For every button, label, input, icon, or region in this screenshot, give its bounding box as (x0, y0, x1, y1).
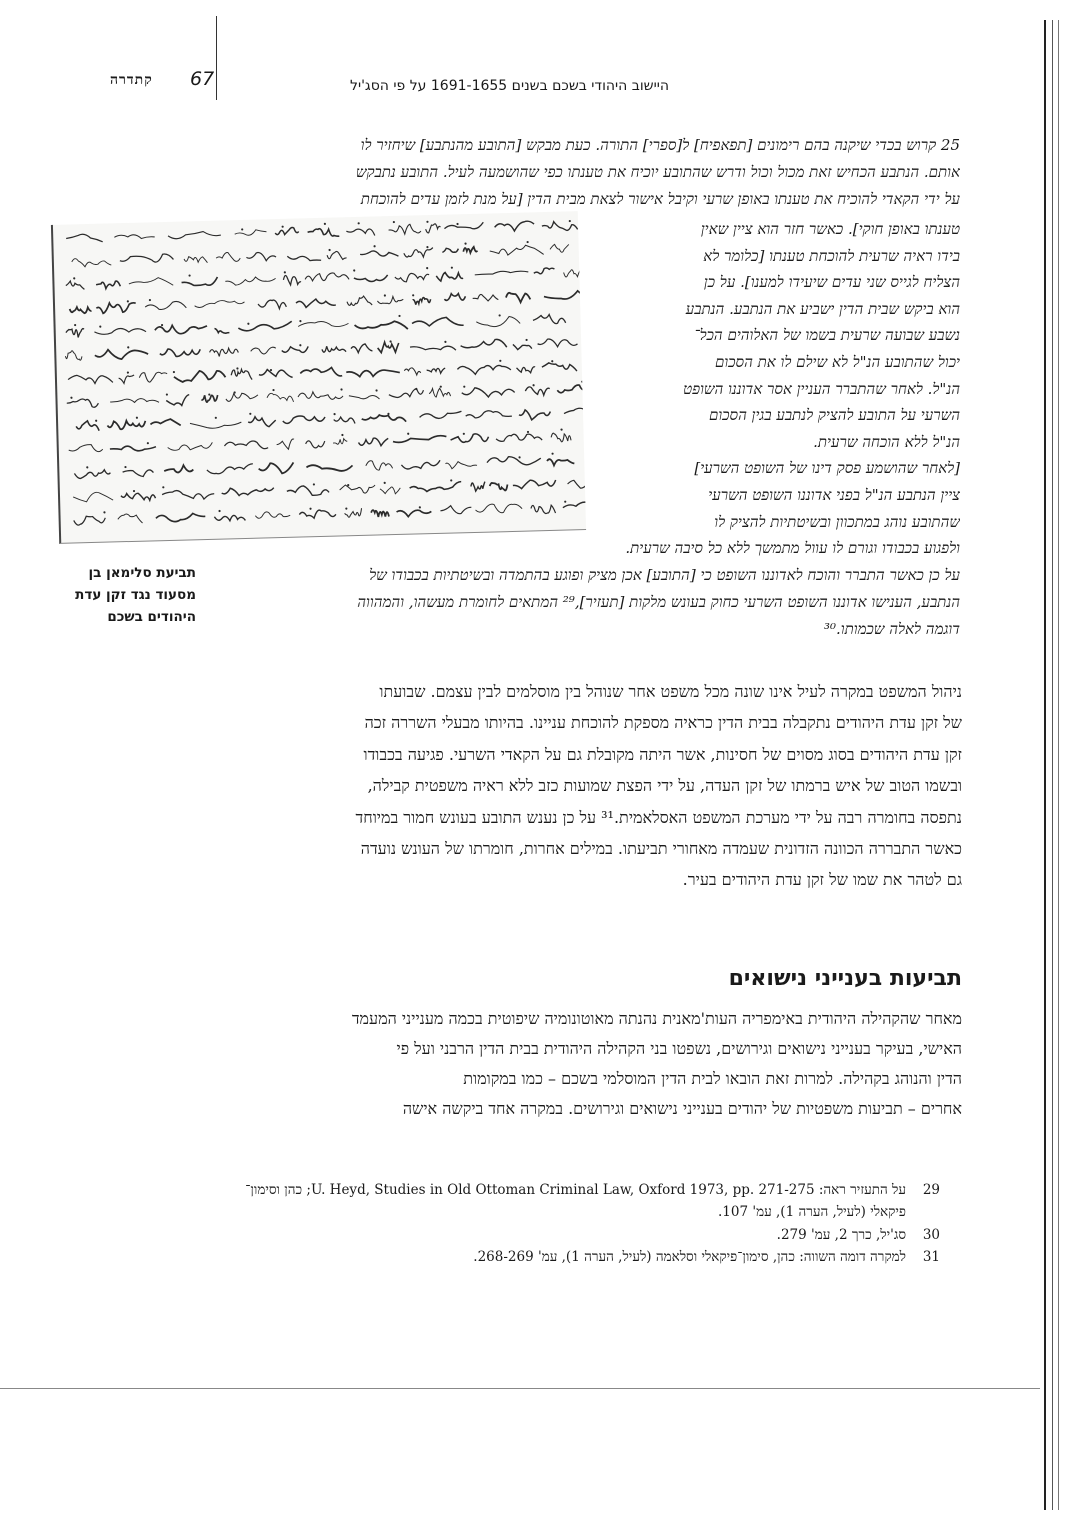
manuscript-stroke (300, 367, 342, 377)
text-line: שהתובע נוהג במתכוון ובשיטתיות להציק לו (714, 512, 960, 531)
manuscript-stroke (322, 346, 346, 353)
manuscript-stroke (346, 370, 400, 377)
manuscript-dot (393, 221, 395, 223)
manuscript-dot (525, 339, 527, 341)
text-line: ניהול המשפט במקרה לעיל אינו שונה מכל משפט אחר שנוהל בין מוסלמים לבין עצמם. שבועתו (379, 682, 962, 701)
running-title: היישוב היהודי בשכם בשנים 1691-1655 על פי הסג'יל (350, 78, 669, 94)
caption-line: תביעת סלימאן בן (88, 565, 196, 581)
manuscript-stroke (567, 480, 586, 489)
manuscript-dot (249, 413, 251, 415)
manuscript-stroke (110, 445, 156, 451)
manuscript-stroke (123, 470, 154, 477)
manuscript-dot (532, 384, 534, 386)
manuscript-stroke (226, 393, 258, 402)
manuscript-dot (463, 433, 465, 435)
manuscript-dot (526, 241, 528, 243)
manuscript-dot (218, 510, 220, 512)
manuscript-dot (95, 420, 97, 422)
manuscript-stroke (354, 275, 388, 282)
manuscript-stroke (94, 328, 146, 335)
manuscript-dot (333, 413, 335, 415)
manuscript-dot (173, 371, 175, 373)
manuscript-stroke (436, 272, 463, 281)
manuscript-stroke (168, 442, 213, 450)
manuscript-stroke (306, 464, 352, 472)
manuscript-stroke (473, 294, 499, 301)
manuscript-dot (133, 490, 135, 492)
manuscript-stroke (73, 492, 113, 502)
manuscript-stroke (429, 388, 451, 397)
header-roman: קתדרה (110, 72, 153, 88)
text-line: על ידי הקאדי להוכיח את טענתו באופן שרעי וקיבל אישור לצאת מבית הדין [על מנת לזמן עדים להוכחת (360, 190, 960, 208)
text-line: [לאחר שהושמע פסק דינו של השופט השרעי] (694, 459, 960, 478)
manuscript-stroke (544, 290, 586, 299)
manuscript-dot (103, 511, 105, 513)
manuscript-stroke (119, 375, 135, 384)
manuscript-dot (149, 299, 151, 301)
manuscript-dot (299, 344, 301, 346)
manuscript-stroke (287, 485, 329, 496)
text-line: כאשר התבררה הכוונה הזדונית שעמדה מאחורי תביעתו. במילים אחרות, חומרתו של העונש נועדה (360, 839, 962, 859)
text-line: האישי, בעיקר בענייני נישואים וגירושים, נשפטו בני הקהילה היהודית בבית הדין הרבני ועל פי (396, 1039, 962, 1058)
manuscript-dot (73, 277, 75, 279)
manuscript-stroke (231, 369, 252, 380)
caption-line: מסעוד נגד זקן עדת (75, 587, 196, 603)
text-line: נתפסה בחומרה רבה על ידי מערכת המשפט האסלאמית.³¹ על כן נענש התובע בעונש חמור במיוחד (355, 807, 962, 827)
manuscript-stroke (525, 386, 550, 395)
manuscript-stroke (299, 510, 336, 519)
footnotes (200, 1180, 940, 1268)
manuscript-stroke (166, 395, 189, 406)
manuscript-stroke (287, 255, 321, 261)
manuscript-stroke (389, 388, 424, 397)
manuscript-stroke (238, 321, 292, 331)
manuscript-stroke (490, 483, 508, 491)
manuscript-stroke (440, 505, 471, 514)
manuscript-dot (373, 245, 375, 247)
text-line: נשבע שבועה שרעית בשמו של האלוהים הכל־ (693, 326, 960, 345)
manuscript-stroke (66, 329, 84, 338)
manuscript-stroke (413, 297, 431, 304)
manuscript-stroke (557, 384, 586, 393)
manuscript-stroke (74, 470, 110, 479)
manuscript-stroke (344, 508, 361, 517)
manuscript-stroke (444, 222, 483, 229)
manuscript-stroke (222, 487, 274, 496)
manuscript-stroke (404, 368, 420, 376)
manuscript-dot (551, 360, 553, 362)
body-paragraph (206, 676, 962, 896)
manuscript-dot (127, 346, 129, 348)
manuscript-dot (188, 274, 190, 276)
manuscript-stroke (259, 462, 294, 474)
manuscript-dot (313, 483, 315, 485)
manuscript-dot (74, 324, 76, 326)
manuscript-stroke (542, 362, 577, 372)
manuscript-stroke (450, 434, 488, 443)
manuscript-dot (444, 341, 446, 343)
manuscript-stroke (214, 515, 245, 521)
manuscript-stroke (72, 258, 112, 267)
manuscript-stroke (308, 228, 340, 237)
manuscript-stroke (96, 281, 120, 289)
manuscript-stroke (462, 387, 515, 398)
manuscript-stroke (70, 307, 92, 314)
manuscript-stroke (298, 391, 343, 400)
manuscript-stroke (371, 510, 389, 517)
manuscript-dot (241, 228, 243, 230)
header-rule (216, 16, 217, 100)
translation-block-top (214, 132, 960, 213)
manuscript-stroke (76, 421, 99, 432)
manuscript-stroke (564, 269, 581, 277)
manuscript-stroke (107, 420, 145, 429)
manuscript-stroke (333, 439, 347, 445)
manuscript-stroke (516, 367, 535, 373)
manuscript-scribbles (53, 211, 586, 543)
manuscript-dot (450, 479, 452, 481)
manuscript-stroke (118, 514, 143, 524)
manuscript-dot (353, 269, 355, 271)
manuscript-dot (127, 300, 129, 302)
manuscript-dot (147, 442, 149, 444)
manuscript-stroke (306, 440, 325, 448)
manuscript-stroke (487, 456, 541, 466)
footnote-30 (200, 1225, 940, 1247)
manuscript-dot (215, 417, 217, 419)
manuscript-dot (569, 220, 571, 222)
manuscript-dot (426, 221, 428, 223)
manuscript-stroke (248, 416, 276, 427)
manuscript-stroke (246, 252, 276, 261)
manuscript-stroke (214, 328, 229, 333)
manuscript-dot (70, 397, 72, 399)
manuscript-stroke (397, 510, 432, 517)
manuscript-dot (426, 267, 428, 269)
manuscript-dot (451, 267, 453, 269)
text-line: הצליח לגייס שני עדים שיעידו למענו]. על כן (703, 273, 960, 292)
manuscript-stroke (457, 365, 511, 375)
manuscript-stroke (496, 434, 542, 442)
manuscript-stroke (404, 248, 433, 258)
manuscript-stroke (201, 395, 217, 402)
manuscript-stroke (162, 490, 214, 501)
manuscript-stroke (305, 273, 349, 281)
manuscript-stroke (563, 502, 586, 508)
manuscript-stroke (351, 344, 373, 353)
manuscript-dot (236, 367, 238, 369)
manuscript-stroke (542, 221, 578, 231)
manuscript-stroke (334, 417, 355, 424)
section-paragraph (206, 1004, 962, 1124)
manuscript-dot (86, 466, 88, 468)
manuscript-stroke (519, 409, 551, 420)
manuscript-dot (527, 431, 529, 433)
manuscript-stroke (388, 224, 421, 234)
manuscript-dot (127, 371, 129, 373)
manuscript-dot (284, 271, 286, 273)
manuscript-stroke (475, 503, 522, 513)
manuscript-dot (398, 315, 400, 317)
footnote-line: סג'יל, כרך 2, עמ' 279. (776, 1227, 906, 1243)
manuscript-stroke (393, 436, 447, 443)
manuscript-stroke (275, 227, 299, 234)
manuscript-stroke (150, 419, 180, 426)
text-line: בידו ראיה שרעית להוכחת טענתו [כלומר לא (703, 246, 960, 265)
manuscript-dot (412, 294, 414, 296)
manuscript-stroke (354, 321, 407, 330)
manuscript-stroke (419, 411, 461, 419)
manuscript-stroke (444, 293, 465, 300)
footnote-number: 31 (922, 1248, 940, 1265)
manuscript-stroke (463, 247, 477, 253)
manuscript-stroke (181, 277, 217, 286)
translation-block-side (612, 216, 960, 535)
manuscript-dot (464, 242, 466, 244)
text-line: זקן עדת היהודים בסוג מסוים של חסינות, אשר היתה מקובלת גם על הקאדי השרעי. פגיעה בכבודו (363, 744, 962, 764)
manuscript-stroke (362, 414, 406, 422)
manuscript-dot (499, 314, 501, 316)
manuscript-stroke (156, 513, 206, 522)
manuscript-dot (375, 389, 377, 391)
manuscript-stroke (114, 234, 154, 239)
manuscript-stroke (347, 296, 372, 306)
footnote-number: 30 (922, 1227, 940, 1243)
manuscript-stroke (68, 374, 113, 384)
manuscript-stroke (67, 399, 99, 408)
text-line: יכול שהתובע הנ"ל לא שילם לו את הסכום (715, 352, 960, 371)
manuscript-dot (341, 434, 343, 436)
manuscript-stroke (410, 346, 456, 352)
footnote-line: למקרה דומה השווה: כהן, סימון־פיקאלי וסלאמה (לעיל, הערה 1), עמ' 268-269. (473, 1248, 906, 1265)
manuscript-stroke (255, 511, 290, 518)
text-line: של זקן עדת היהודים נתקבלה בבית הדין כראיה מספקת להוכחת עניינו. בהיותו מבעלי השררה זכה (364, 713, 962, 733)
manuscript-stroke (65, 350, 82, 360)
image-caption (24, 562, 196, 628)
manuscript-stroke (251, 347, 276, 354)
manuscript-stroke (110, 398, 159, 403)
footnote-31 (200, 1247, 940, 1269)
manuscript-stroke (513, 344, 532, 350)
manuscript-stroke (506, 292, 531, 302)
scan-edge-line (1044, 20, 1046, 1510)
manuscript-dot (551, 453, 553, 455)
translation-block-low (214, 535, 960, 643)
manuscript-stroke (547, 459, 574, 466)
manuscript-stroke (471, 482, 485, 492)
manuscript-stroke (121, 493, 156, 501)
manuscript-stroke (401, 460, 440, 469)
manuscript-dot (166, 393, 168, 395)
manuscript-dot (161, 324, 163, 326)
manuscript-dot (208, 393, 210, 395)
manuscript-stroke (395, 273, 429, 282)
manuscript-dot (328, 249, 330, 251)
manuscript-dot (560, 429, 562, 431)
manuscript-stroke (445, 461, 477, 469)
manuscript-stroke (296, 299, 336, 308)
page-bottom-rule (0, 1388, 1040, 1389)
manuscript-stroke (120, 254, 174, 263)
manuscript-dot (272, 389, 274, 391)
manuscript-stroke (466, 410, 512, 418)
manuscript-stroke (537, 338, 577, 347)
manuscript-dot (247, 323, 249, 325)
text-line: הדין והנוהג בקהילה. למרות זאת הובאו לבית הדין המוסלמי בשכם – כמו במקומות (463, 1069, 962, 1088)
manuscript-stroke (69, 444, 103, 452)
text-line: 25 קרוש בכדי שיקנה בהם רימונים [תפאפיח] ל[ספרי] התורה. כעת מבקש [התובע מהנתבע] שיחזיר לו (360, 136, 960, 154)
footnote-number: 29 (922, 1182, 940, 1198)
text-line: השרעי על התובע להציק לנתבע בגין הסכום (709, 406, 960, 425)
manuscript-dot (499, 360, 501, 362)
footnote-29 (200, 1180, 940, 1223)
running-header (110, 68, 980, 102)
manuscript-stroke (346, 229, 374, 236)
manuscript-dot (564, 501, 566, 503)
manuscript-stroke (380, 487, 401, 494)
manuscript-stroke (258, 300, 286, 310)
manuscript-stroke (235, 230, 267, 236)
text-line: הנתבע, הענישו אדוננו השופט השרעי כחוק בעונש מלקות [תעזיר],²⁹ המתאים לחומרת מעשהו, והמהווה (357, 593, 960, 611)
manuscript-stroke (66, 234, 103, 243)
manuscript-stroke (360, 250, 398, 257)
text-line: דוגמה לאלה שכמותו.³⁰ (823, 620, 960, 638)
manuscript-stroke (476, 316, 520, 327)
manuscript-stroke (194, 300, 244, 308)
manuscript-stroke (66, 281, 85, 290)
manuscript-stroke (216, 252, 240, 262)
manuscript-dot (518, 456, 520, 458)
manuscript-dot (407, 433, 409, 435)
manuscript-stroke (513, 480, 556, 489)
manuscript-dot (440, 386, 442, 388)
manuscript-stroke (184, 256, 207, 263)
text-line: הנ"ל ללא הוכחה שרעית. (813, 432, 960, 451)
text-line: אותם. הנתבע הכחיש זאת מכול וכול ודרש שהתובע יוכיח את טענתו כפי שהושמעה לעיל. התובע נתבקש (355, 163, 960, 181)
manuscript-dot (270, 369, 272, 371)
manuscript-dot (581, 381, 583, 383)
scan-edge-line-2 (1052, 20, 1053, 1510)
manuscript-stroke (129, 277, 173, 286)
manuscript-dot (136, 417, 138, 419)
manuscript-stroke (96, 302, 136, 313)
manuscript-stroke (139, 372, 167, 382)
manuscript-stroke (534, 268, 555, 274)
manuscript-stroke (426, 224, 441, 233)
page-number: 67 (190, 68, 215, 90)
manuscript-stroke (490, 245, 544, 256)
manuscript-stroke (494, 221, 534, 232)
manuscript-stroke (475, 271, 529, 275)
manuscript-stroke (225, 276, 275, 285)
manuscript-stroke (164, 465, 193, 473)
manuscript-stroke (340, 484, 376, 493)
manuscript-dot (309, 508, 311, 510)
manuscript-stroke (564, 407, 586, 417)
manuscript-stroke (174, 370, 226, 382)
manuscript-stroke (551, 433, 571, 442)
manuscript-stroke (550, 244, 569, 253)
manuscript-dot (384, 294, 386, 296)
manuscript-stroke (224, 441, 268, 450)
manuscript-dot (299, 320, 301, 322)
manuscript-stroke (160, 348, 201, 357)
manuscript-stroke (283, 415, 325, 423)
manuscript-dot (384, 482, 386, 484)
manuscript-dot (358, 222, 360, 224)
text-line: גם לטהר את שמו של זקן עדת היהודים בעיר. (682, 870, 962, 890)
manuscript-stroke (442, 248, 458, 253)
manuscript-stroke (377, 296, 403, 304)
text-line: על כן כאשר התברר והוכח לאדוננו השופט כי [התובע] אכן מציק ופוגע בהתמדה ובשיטתיות בכבודו של (369, 566, 960, 584)
manuscript-stroke (74, 516, 106, 525)
manuscript-dot (389, 340, 391, 342)
manuscript-image (51, 211, 586, 544)
manuscript-stroke (427, 368, 446, 373)
footnote-line: על התעזיר ראה: U. Heyd, Studies in Old Ottoman Criminal Law, Oxford 1973, pp. 271-275; כהן וסימון־ (245, 1182, 906, 1198)
text-line: ציין הנתבע הנ"ל בפני אדוננו השופט השרעי (708, 485, 960, 504)
text-line: הנ"ל. לאחר שהתברר העניין אסר אדוננו השופט (683, 379, 960, 398)
manuscript-stroke (358, 438, 388, 447)
text-line: מאחר שהקהילה היהודית באימפריה העות'מאנית נהנתה מאוטונומיה שיפוטית בכמה מענייני המעמד (351, 1009, 962, 1028)
footnote-line: פיקאלי (לעיל, הערה 1), עמ' 107. (717, 1203, 906, 1220)
manuscript-stroke (531, 505, 556, 514)
manuscript-stroke (145, 301, 186, 310)
text-line: הוא ביקש שבית הדין ישביע את הנתבע. הנתבע (685, 299, 960, 318)
manuscript-stroke (210, 348, 239, 357)
manuscript-dot (340, 388, 342, 390)
section-heading: תביעות בענייני נישואים (728, 966, 962, 991)
manuscript-dot (324, 223, 326, 225)
manuscript-stroke (282, 346, 309, 353)
scan-edge-line-3 (1058, 20, 1059, 1510)
manuscript-stroke (277, 439, 295, 450)
text-line: ובשמו הטוב של איש ברמתו של זקן העדה, על ידי הפצת שמועות כזב ללא ראיה משפטית קבילה, (367, 776, 962, 796)
manuscript-stroke (168, 231, 221, 239)
manuscript-stroke (207, 464, 253, 474)
manuscript-stroke (298, 321, 349, 328)
manuscript-dot (345, 507, 347, 509)
manuscript-stroke (460, 339, 506, 348)
manuscript-stroke (349, 395, 380, 400)
manuscript-stroke (95, 349, 149, 360)
text-line: טענתו באופן חוקי]. כאשר חזר הוא ציין שאין (700, 220, 960, 238)
manuscript-dot (99, 325, 101, 327)
manuscript-dot (282, 226, 284, 228)
manuscript-dot (426, 246, 428, 248)
manuscript-dot (456, 223, 458, 225)
manuscript-stroke (409, 482, 461, 492)
manuscript-stroke (533, 314, 566, 324)
manuscript-dot (419, 506, 421, 508)
manuscript-stroke (283, 275, 301, 285)
manuscript-stroke (267, 393, 294, 403)
caption-line: היהודים בשכם (107, 609, 196, 625)
text-line: אחרים – תביעות משפטיות של יהודים בענייני נישואים וגירושים. במקרה אחד ביקשה אישה (402, 1099, 962, 1118)
manuscript-stroke (327, 251, 347, 260)
manuscript-stroke (366, 460, 393, 470)
manuscript-stroke (378, 342, 399, 353)
manuscript-dot (162, 486, 164, 488)
manuscript-dot (124, 466, 126, 468)
text-line: ולפגוע בכבודו וגורם לו עוול מתמשך ללא כל סיבה שרעית. (625, 539, 960, 557)
manuscript-stroke (259, 369, 293, 378)
manuscript-stroke (412, 317, 464, 327)
manuscript-stroke (190, 422, 242, 429)
manuscript-dot (463, 386, 465, 388)
